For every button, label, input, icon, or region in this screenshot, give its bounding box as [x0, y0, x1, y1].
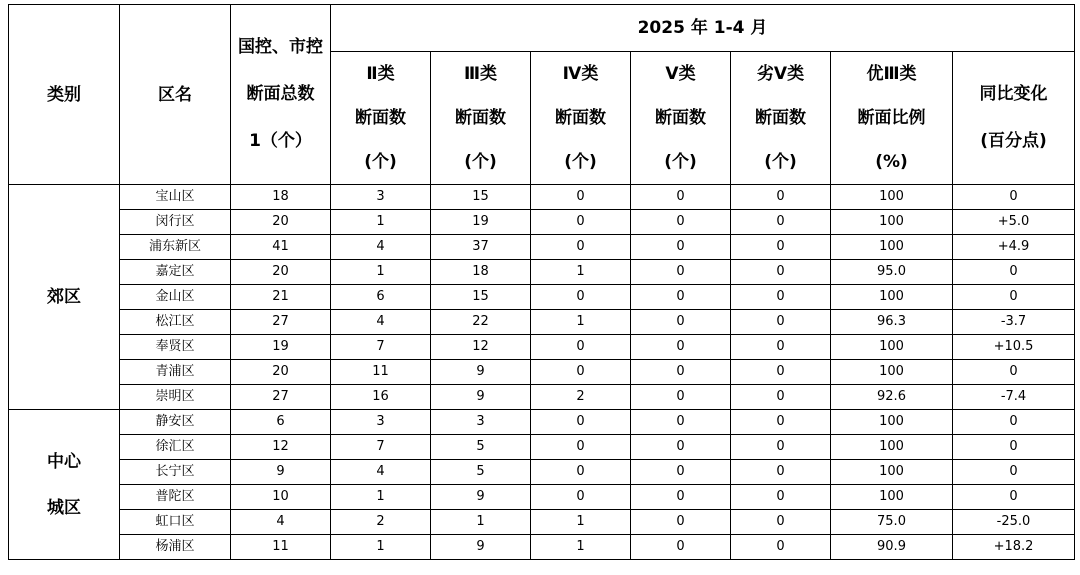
header-yoy-line: (百分点): [980, 131, 1047, 151]
class-iii-cell: 3: [431, 410, 531, 435]
yoy-cell: -25.0: [953, 510, 1075, 535]
class-iv-cell: 1: [531, 310, 631, 335]
class-ii-cell: 1: [331, 535, 431, 560]
class-iv-cell: 1: [531, 535, 631, 560]
yoy-cell: 0: [953, 285, 1075, 310]
ratio-cell: 100: [831, 235, 953, 260]
district-cell: 奉贤区: [120, 335, 231, 360]
yoy-cell: 0: [953, 435, 1075, 460]
header-column-line: Ⅴ类: [665, 64, 696, 84]
total-cell: 20: [231, 360, 331, 385]
class-worse-v-cell: 0: [731, 485, 831, 510]
class-iii-cell: 5: [431, 435, 531, 460]
class-ii-cell: 3: [331, 410, 431, 435]
header-column-line: Ⅱ类: [366, 64, 395, 84]
class-v-cell: 0: [631, 485, 731, 510]
class-ii-cell: 1: [331, 485, 431, 510]
header-yoy: [953, 52, 1075, 185]
yoy-cell: -7.4: [953, 385, 1075, 410]
class-worse-v-cell: 0: [731, 210, 831, 235]
header-total-line: 1（个）: [249, 131, 312, 151]
header-total-line: 国控、市控: [238, 37, 323, 57]
table-row: [9, 385, 1075, 410]
class-iv-cell: 0: [531, 285, 631, 310]
header-column-line: (%): [875, 152, 908, 172]
class-worse-v-cell: 0: [731, 535, 831, 560]
ratio-cell: 75.0: [831, 510, 953, 535]
class-iv-cell: 0: [531, 435, 631, 460]
category-label: 城区: [47, 497, 81, 518]
class-v-cell: 0: [631, 385, 731, 410]
class-iv-cell: 0: [531, 210, 631, 235]
class-v-cell: 0: [631, 260, 731, 285]
header-column-line: 断面数: [755, 108, 806, 128]
ratio-cell: 100: [831, 360, 953, 385]
class-iv-cell: 0: [531, 335, 631, 360]
header-column-line: 断面数: [555, 108, 606, 128]
total-cell: 20: [231, 210, 331, 235]
district-cell: 虹口区: [120, 510, 231, 535]
ratio-cell: 100: [831, 335, 953, 360]
table-row: [9, 185, 1075, 210]
class-ii-cell: 4: [331, 460, 431, 485]
class-iii-cell: 9: [431, 535, 531, 560]
class-iii-cell: 12: [431, 335, 531, 360]
header-column-line: 优Ⅲ类: [866, 64, 917, 84]
header-period: 2025 年 1-4 月: [331, 5, 1075, 52]
header-column-6: [831, 52, 953, 185]
header-category: 类别: [9, 5, 120, 185]
district-cell: 浦东新区: [120, 235, 231, 260]
ratio-cell: 100: [831, 435, 953, 460]
class-worse-v-cell: 0: [731, 510, 831, 535]
class-worse-v-cell: 0: [731, 310, 831, 335]
class-v-cell: 0: [631, 510, 731, 535]
ratio-cell: 92.6: [831, 385, 953, 410]
header-column-line: Ⅳ类: [562, 64, 599, 84]
category-label: 郊区: [47, 287, 81, 307]
class-worse-v-cell: 0: [731, 385, 831, 410]
total-cell: 9: [231, 460, 331, 485]
class-ii-cell: 2: [331, 510, 431, 535]
header-column-line: 断面比例: [857, 108, 926, 128]
class-iii-cell: 18: [431, 260, 531, 285]
ratio-cell: 90.9: [831, 535, 953, 560]
table-row: [9, 235, 1075, 260]
total-cell: 27: [231, 310, 331, 335]
header-column-3: [531, 52, 631, 185]
class-iv-cell: 0: [531, 360, 631, 385]
class-iii-cell: 15: [431, 185, 531, 210]
header-column-line: Ⅲ类: [463, 64, 498, 84]
class-worse-v-cell: 0: [731, 235, 831, 260]
class-v-cell: 0: [631, 360, 731, 385]
district-cell: 崇明区: [120, 385, 231, 410]
table-row: [9, 260, 1075, 285]
class-iv-cell: 0: [531, 460, 631, 485]
table-row: [9, 310, 1075, 335]
yoy-cell: 0: [953, 260, 1075, 285]
class-worse-v-cell: 0: [731, 185, 831, 210]
class-ii-cell: 16: [331, 385, 431, 410]
class-iv-cell: 0: [531, 410, 631, 435]
class-iii-cell: 19: [431, 210, 531, 235]
table-row: [9, 460, 1075, 485]
class-v-cell: 0: [631, 535, 731, 560]
class-worse-v-cell: 0: [731, 335, 831, 360]
class-iii-cell: 15: [431, 285, 531, 310]
yoy-cell: +4.9: [953, 235, 1075, 260]
class-iii-cell: 9: [431, 485, 531, 510]
class-iii-cell: 1: [431, 510, 531, 535]
header-column-line: 断面数: [655, 108, 706, 128]
district-cell: 青浦区: [120, 360, 231, 385]
class-worse-v-cell: 0: [731, 260, 831, 285]
ratio-cell: 96.3: [831, 310, 953, 335]
class-iii-cell: 5: [431, 460, 531, 485]
class-v-cell: 0: [631, 310, 731, 335]
ratio-cell: 100: [831, 185, 953, 210]
district-cell: 普陀区: [120, 485, 231, 510]
class-v-cell: 0: [631, 235, 731, 260]
table-row: [9, 285, 1075, 310]
class-ii-cell: 7: [331, 335, 431, 360]
class-v-cell: 0: [631, 210, 731, 235]
class-worse-v-cell: 0: [731, 285, 831, 310]
class-iii-cell: 22: [431, 310, 531, 335]
class-worse-v-cell: 0: [731, 460, 831, 485]
class-ii-cell: 1: [331, 210, 431, 235]
district-cell: 长宁区: [120, 460, 231, 485]
class-worse-v-cell: 0: [731, 360, 831, 385]
header-column-line: 劣Ⅴ类: [756, 64, 805, 84]
yoy-cell: +18.2: [953, 535, 1075, 560]
class-iv-cell: 1: [531, 510, 631, 535]
ratio-cell: 100: [831, 485, 953, 510]
class-v-cell: 0: [631, 410, 731, 435]
class-v-cell: 0: [631, 435, 731, 460]
total-cell: 6: [231, 410, 331, 435]
header-column-line: 断面数: [355, 108, 406, 128]
class-v-cell: 0: [631, 185, 731, 210]
total-cell: 41: [231, 235, 331, 260]
class-v-cell: 0: [631, 460, 731, 485]
yoy-cell: 0: [953, 185, 1075, 210]
header-district: 区名: [120, 5, 231, 185]
district-cell: 嘉定区: [120, 260, 231, 285]
class-iv-cell: 0: [531, 185, 631, 210]
header-column-line: (个): [464, 152, 497, 172]
class-ii-cell: 4: [331, 235, 431, 260]
header-column-line: (个): [364, 152, 397, 172]
header-column-5: [731, 52, 831, 185]
table-row: [9, 485, 1075, 510]
header-yoy-line: 同比变化: [979, 84, 1048, 104]
class-iii-cell: 37: [431, 235, 531, 260]
ratio-cell: 100: [831, 285, 953, 310]
table-row: [9, 535, 1075, 560]
class-worse-v-cell: 0: [731, 435, 831, 460]
header-column-2: [431, 52, 531, 185]
table-row: [9, 435, 1075, 460]
class-iii-cell: 9: [431, 360, 531, 385]
total-cell: 27: [231, 385, 331, 410]
total-cell: 20: [231, 260, 331, 285]
district-cell: 金山区: [120, 285, 231, 310]
district-cell: 杨浦区: [120, 535, 231, 560]
yoy-cell: +5.0: [953, 210, 1075, 235]
class-v-cell: 0: [631, 285, 731, 310]
category-cell: [9, 410, 120, 560]
total-cell: 12: [231, 435, 331, 460]
yoy-cell: 0: [953, 460, 1075, 485]
header-column-line: (个): [664, 152, 697, 172]
table-row: [9, 335, 1075, 360]
table-row: [9, 210, 1075, 235]
yoy-cell: 0: [953, 485, 1075, 510]
class-v-cell: 0: [631, 335, 731, 360]
table-row: [9, 360, 1075, 385]
header-column-4: [631, 52, 731, 185]
ratio-cell: 95.0: [831, 260, 953, 285]
header-total-line: 断面总数: [246, 84, 315, 104]
district-cell: 闵行区: [120, 210, 231, 235]
district-cell: 徐汇区: [120, 435, 231, 460]
yoy-cell: 0: [953, 360, 1075, 385]
class-ii-cell: 4: [331, 310, 431, 335]
ratio-cell: 100: [831, 410, 953, 435]
water-quality-table: [8, 4, 1075, 560]
header-column-1: [331, 52, 431, 185]
class-iv-cell: 0: [531, 235, 631, 260]
class-iii-cell: 9: [431, 385, 531, 410]
category-cell: [9, 185, 120, 410]
table-row: [9, 510, 1075, 535]
district-cell: 静安区: [120, 410, 231, 435]
class-iv-cell: 0: [531, 485, 631, 510]
total-cell: 10: [231, 485, 331, 510]
district-cell: 宝山区: [120, 185, 231, 210]
class-worse-v-cell: 0: [731, 410, 831, 435]
class-ii-cell: 6: [331, 285, 431, 310]
total-cell: 21: [231, 285, 331, 310]
table-row: [9, 410, 1075, 435]
header-column-line: (个): [564, 152, 597, 172]
yoy-cell: +10.5: [953, 335, 1075, 360]
total-cell: 19: [231, 335, 331, 360]
total-cell: 18: [231, 185, 331, 210]
table-header: [9, 5, 1075, 185]
category-label: 中心: [47, 451, 81, 472]
header-column-line: (个): [764, 152, 797, 172]
class-ii-cell: 3: [331, 185, 431, 210]
class-ii-cell: 11: [331, 360, 431, 385]
table-body: [9, 185, 1075, 560]
ratio-cell: 100: [831, 210, 953, 235]
yoy-cell: -3.7: [953, 310, 1075, 335]
district-cell: 松江区: [120, 310, 231, 335]
class-ii-cell: 7: [331, 435, 431, 460]
total-cell: 4: [231, 510, 331, 535]
total-cell: 11: [231, 535, 331, 560]
header-total-sections: [231, 5, 331, 185]
yoy-cell: 0: [953, 410, 1075, 435]
class-iv-cell: 2: [531, 385, 631, 410]
class-iv-cell: 1: [531, 260, 631, 285]
class-ii-cell: 1: [331, 260, 431, 285]
ratio-cell: 100: [831, 460, 953, 485]
header-column-line: 断面数: [455, 108, 506, 128]
